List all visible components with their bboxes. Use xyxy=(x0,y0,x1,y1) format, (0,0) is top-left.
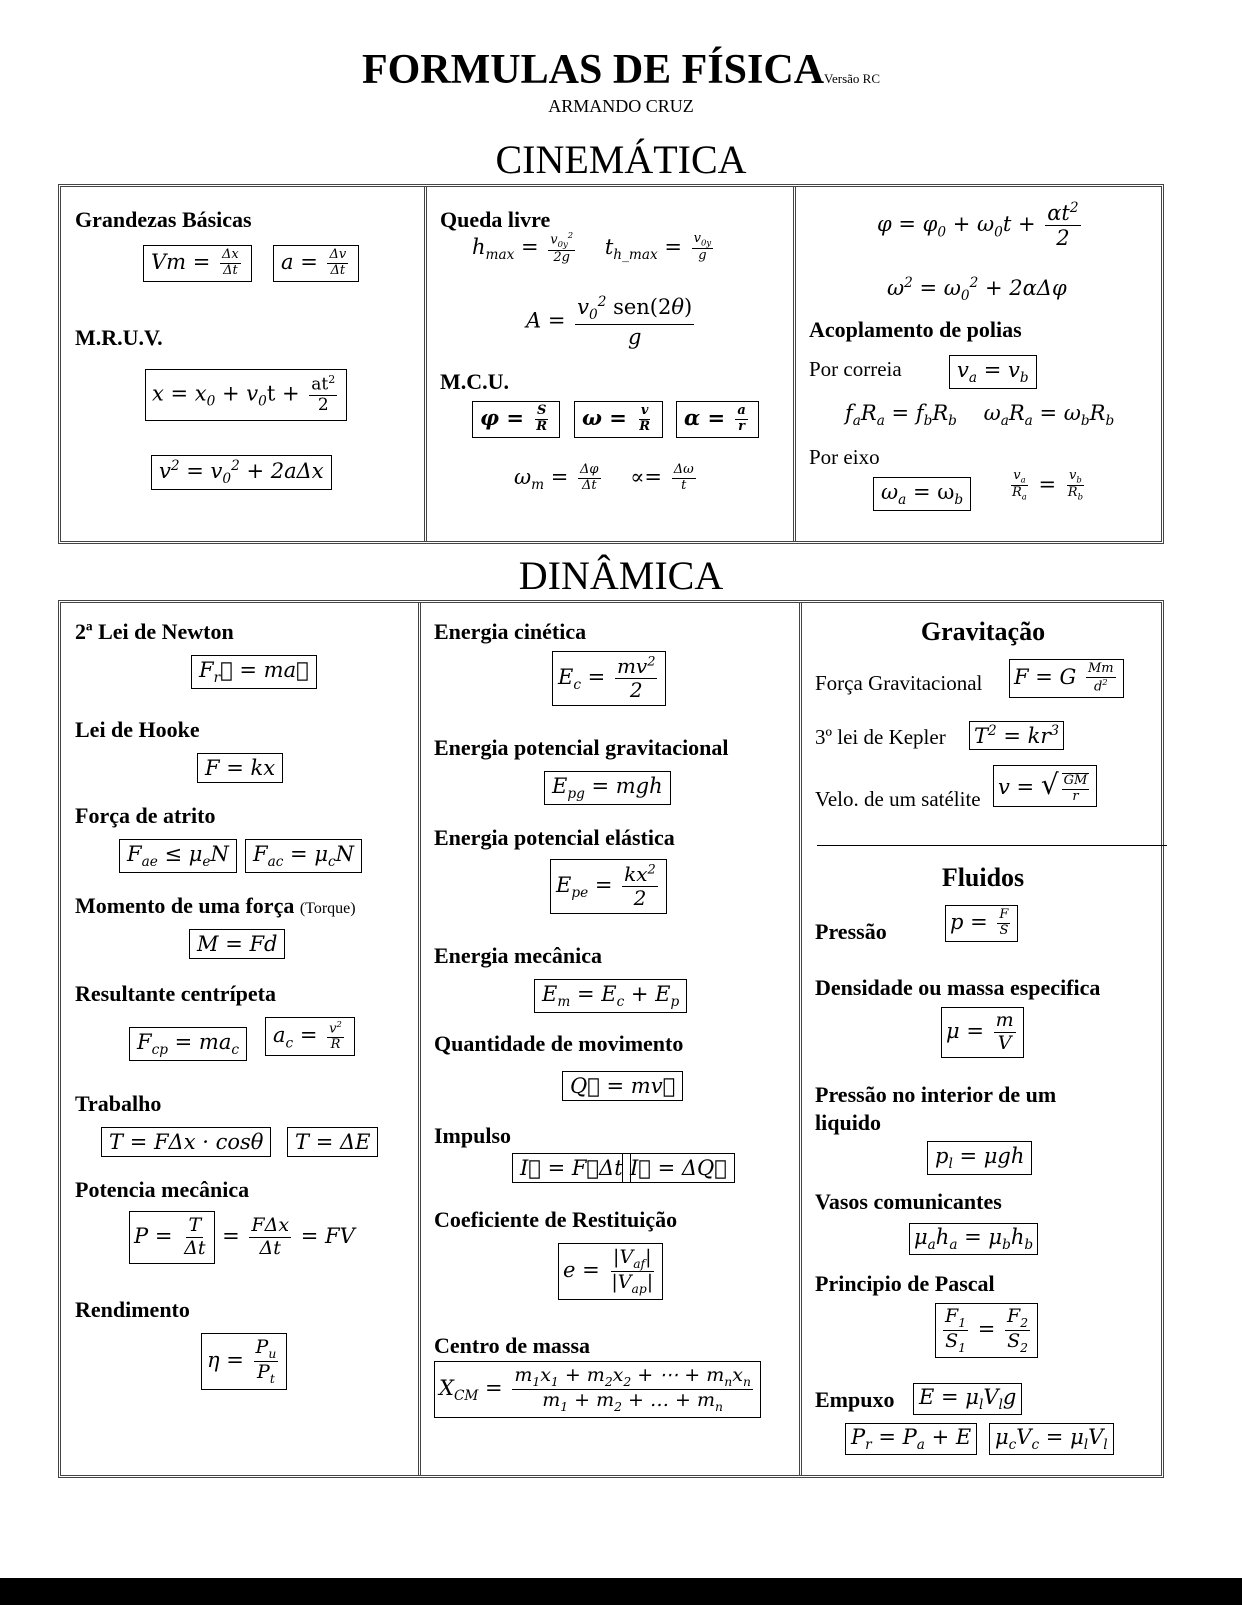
empuxo-label: Empuxo xyxy=(815,1387,895,1412)
epg-title: Energia potencial gravitacional xyxy=(434,735,729,760)
epe-title: Energia potencial elástica xyxy=(434,825,675,850)
eq-velocidade-satelite: v = √ $\frac{GM}{r}$ xyxy=(993,765,1097,807)
gravitacao-title: Gravitação xyxy=(920,617,1046,646)
bottom-bar xyxy=(0,1578,1242,1605)
hooke-title: Lei de Hooke xyxy=(75,717,200,742)
atrito-title: Força de atrito xyxy=(75,803,216,828)
page-title xyxy=(0,46,1242,94)
eq-flutuacao: $\mu_cV_c = \mu_lV_l$ xyxy=(989,1423,1114,1455)
eq-empuxo: $E = \mu_lV_lg$ xyxy=(913,1383,1022,1415)
em-title: Energia mecânica xyxy=(434,943,603,968)
satelite-label: Velo. de um satélite xyxy=(815,787,981,811)
section-title-dinamica: DINÂMICA xyxy=(518,553,724,598)
mcu-title: M.C.U. xyxy=(440,369,510,394)
densidade-title: Densidade ou massa especifica xyxy=(815,975,1101,1000)
grandezas-title: Grandezas Básicas xyxy=(75,207,252,232)
eq-epg: $E_{pg}$ = mgh xyxy=(544,771,671,805)
title-text: FORMULAS DE FÍSICA xyxy=(361,47,825,93)
rendimento-title: Rendimento xyxy=(75,1297,190,1322)
cm-title: Centro de massa xyxy=(434,1333,591,1358)
eq-centro-massa: $X_{CM}$ = $\frac{m_1x_1 + m_2x_2 + \cdots + m_nx_n}{m_1 + m_2 + \dots + m_n}$ xyxy=(434,1361,761,1418)
newton-title: 2ª Lei de Newton xyxy=(75,619,234,644)
pressao-label: Pressão xyxy=(815,919,887,944)
gravitacao-divider xyxy=(817,845,1167,846)
restituicao-title: Coeficiente de Restituição xyxy=(434,1207,678,1232)
por-eixo-label: Por eixo xyxy=(809,445,880,469)
queda-title: Queda livre xyxy=(440,207,551,232)
impulso-title: Impulso xyxy=(434,1123,512,1148)
mruv-title: M.R.U.V. xyxy=(75,325,163,350)
eq-pressao: p = $\frac{F}{S}$ xyxy=(945,905,1018,942)
eq-qm: Q⃗ = mv xyxy=(562,1071,683,1101)
eq-pressao-liquido: $p_l = \mu gh$ xyxy=(927,1141,1032,1175)
vasos-title: Vasos comunicantes xyxy=(815,1189,1002,1214)
dinamica-col-3 xyxy=(805,603,1161,1475)
eq-rendimento: η = $\frac{P_u}{P_t}$ xyxy=(201,1333,287,1390)
eq-centripeta: $F_{cp} = ma_c$ xyxy=(129,1027,247,1061)
qm-title: Quantidade de movimento xyxy=(434,1031,684,1056)
eq-atrito-cinetico: $F_{ac} = \mu_cN$ xyxy=(245,839,362,873)
eq-omega: ω = $\frac{v}{R}$ xyxy=(574,401,663,438)
centripeta-title: Resultante centrípeta xyxy=(75,981,277,1006)
eq-trabalho-energia: T = ΔE xyxy=(287,1127,378,1157)
eq-phi-mcuv: $\varphi = \varphi_0 + \omega_0t$ + $\frac{\alpha t^2}{2}$ xyxy=(877,200,1079,251)
eq-correia: $v_a = v_b$ xyxy=(949,355,1037,389)
eq-forca-gravitacional: F = G $\frac{Mm}{d^2}$ xyxy=(1009,659,1124,698)
eq-em: $E_m = E_c + E_p$ xyxy=(534,979,687,1013)
author: ARMANDO CRUZ xyxy=(548,96,694,116)
eq-epe: $E_{pe}$ = $\frac{kx^2}{2}$ xyxy=(550,859,667,914)
ec-title: Energia cinética xyxy=(434,619,587,644)
momento-title xyxy=(75,893,356,919)
eq-kepler: $T^2 = kr^3$ xyxy=(969,721,1064,750)
pascal-title: Principio de Pascal xyxy=(815,1271,995,1296)
eq-torricelli: $v^2 = v_0^2 + 2a\Delta x$ xyxy=(151,455,332,490)
eq-impulso-q: I⃗ = ΔQ xyxy=(622,1153,735,1183)
kepler-label: 3º lei de Kepler xyxy=(815,725,946,749)
eq-omega-medio: $\omega_m$ = $\frac{\Delta\varphi}{\Delta t}$ ∝= $\frac{\Delta\omega}{t}$ xyxy=(514,462,694,494)
dinamica-col-2 xyxy=(424,603,802,1475)
eq-momento: M = Fd xyxy=(189,929,285,959)
eq-energia-cinetica: $E_c$ = $\frac{mv^2}{2}$ xyxy=(552,651,666,706)
eq-aceleracao-centripeta: $a_c$ = $\frac{v^2}{R}$ xyxy=(265,1017,355,1056)
eq-peso-real: $P_r = P_a + E$ xyxy=(845,1423,977,1455)
eq-atrito-estatico: $F_{ae} \le \mu_eN$ xyxy=(119,839,237,873)
eq-hooke: F = kx xyxy=(197,753,283,783)
dinamica-col-1 xyxy=(61,603,421,1475)
cinematica-panel xyxy=(58,184,1164,544)
eq-vasos: $\mu_ah_a = \mu_bh_b$ xyxy=(909,1223,1038,1255)
eq-hmax: $h_{max}$ = $\frac{v_{0y}^2}{2g}$ $t_{h\_max}$ = $\frac{v_{0y}}{g}$ xyxy=(472,230,712,265)
eq-pascal: $\frac{F_1}{S_1}$ = $\frac{F_2}{S_2}$ xyxy=(935,1303,1038,1358)
eq-velocidade-media: Vm = $\frac{\Delta x}{\Delta t}$ xyxy=(143,245,252,282)
eq-densidade: μ = $\frac{m}{V}$ xyxy=(941,1007,1024,1058)
pressao-liquido-title: Pressão no interior de um liquido xyxy=(815,1082,1057,1135)
eq-restituicao: e = $\frac{|V_{af}|}{|V_{ap}|}$ xyxy=(558,1243,663,1300)
cinematica-col-2 xyxy=(430,187,796,541)
eq-phi: φ = $\frac{S}{R}$ xyxy=(472,401,560,438)
cinematica-col-3 xyxy=(799,187,1161,541)
eq-potencia: P = $\frac{T}{\Delta t}$ = $\frac{\text{FΔx}}{\Delta t}$ = FV xyxy=(129,1211,355,1264)
version-label: Versão RC xyxy=(824,71,880,86)
cinematica-col-1 xyxy=(61,187,427,541)
potencia-title: Potencia mecânica xyxy=(75,1177,250,1202)
forca-grav-label: Força Gravitacional xyxy=(815,671,983,695)
trabalho-title: Trabalho xyxy=(75,1091,162,1116)
eq-eixo-ratio: $\frac{v_a}{R_a}$ = $\frac{v_b}{R_b}$ xyxy=(1012,468,1083,502)
por-correia-label: Por correia xyxy=(809,357,902,381)
eq-polias-freq: $f_aR_a = f_bR_b$ $\omega_aR_a = \omega_bR_b$ xyxy=(845,401,1115,430)
momento-title-text: Momento de uma força xyxy=(75,893,295,918)
eq-aceleracao: a = $\frac{\Delta v}{\Delta t}$ xyxy=(273,245,359,282)
section-title-cinematica: CINEMÁTICA xyxy=(495,137,747,182)
eq-eixo: $\omega_a = \omega_b$ xyxy=(873,477,971,511)
eq-trabalho: T = FΔx · cosθ xyxy=(101,1127,271,1157)
momento-note: (Torque) xyxy=(299,900,356,917)
fluidos-title: Fluidos xyxy=(941,863,1025,892)
eq-impulso: I⃗ = F⃗Δt xyxy=(512,1153,631,1183)
eq-omega-torricelli: $\omega^2 = \omega_0^2 + 2\alpha\Delta\varphi$ xyxy=(887,275,1067,305)
dinamica-panel xyxy=(58,600,1164,1478)
eq-posicao: $x = x_0 + v_0t$ + $\frac{at^2}{2}$ xyxy=(145,369,347,421)
eq-newton: $F_r⃗$ = ma xyxy=(191,655,317,689)
eq-alcance: A = $\frac{v_0^2 sen(2\theta)}{g}$ xyxy=(526,294,693,349)
polias-title: Acoplamento de polias xyxy=(809,317,1022,342)
eq-alpha: α = $\frac{a}{r}$ xyxy=(676,401,759,438)
